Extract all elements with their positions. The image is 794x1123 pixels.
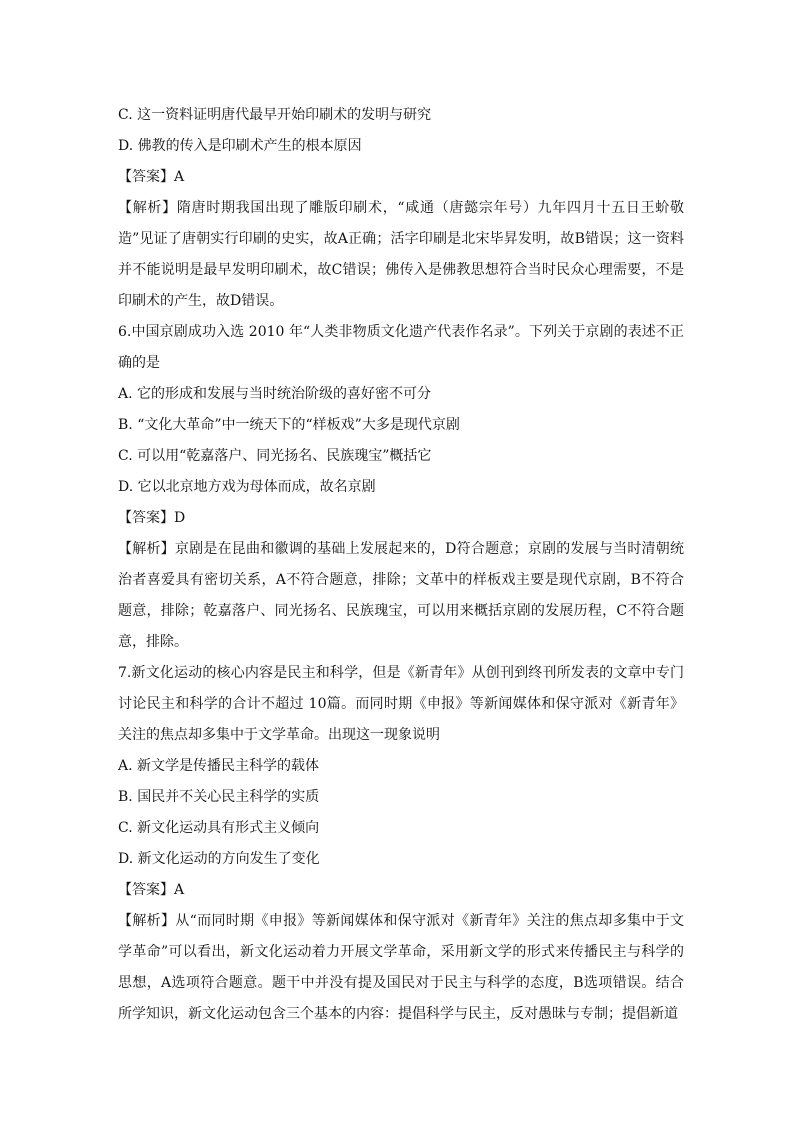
q6-analysis xyxy=(118,534,684,658)
q6-option-d: D. 它以北京地方戏为母体而成，故名京剧 xyxy=(118,479,376,495)
q5-analysis-label: 【解析】 xyxy=(118,200,177,216)
q5-analysis-text: 隋唐时期我国出现了雕版印刷术，“咸通（唐懿宗年号）九年四月十五日王蚧敬造”见证了唐朝实行印刷的史实，故A正确；活字印刷是北宋毕昇发明，故B错误；这一资料并不能说明是最早发明印刷术，故C错误；佛传入是佛教思想符合当时民众心理需要，不是印刷术的产生，故D错误。 xyxy=(118,200,685,309)
q6-option-a: A. 它的形成和发展与当时统治阶级的喜好密不可分 xyxy=(118,386,432,402)
q7-option-a: A. 新文学是传播民主科学的载体 xyxy=(118,758,320,774)
q5-option-c: C. 这一资料证明唐代最早开始印刷术的发明与研究 xyxy=(118,107,432,123)
q5-analysis xyxy=(118,193,684,317)
q6-stem: 6.中国京剧成功入选 2010 年“人类非物质文化遗产代表作名录”。下列关于京剧的表述不正确的是 xyxy=(118,324,684,371)
q6-analysis-label: 【解析】 xyxy=(118,541,175,557)
q7-answer: 【答案】A xyxy=(118,882,185,898)
page-content xyxy=(118,100,684,1030)
q7-analysis-text: 从“而同时期《申报》等新闻媒体和保守派对《新青年》关注的焦点却多集中于文学革命”可以看出，新文化运动着力开展文学革命，采用新文学的形式来传播民主与科学的思想，A选项符合题意。题干中并没有提及国民对于民主与科学的态度，B选项错误。结合所学知识，新文化运动包含三个基本的内容：提倡科学与民主，反对愚昧与专制；提倡新道 xyxy=(118,913,685,1022)
q6-analysis-text: 京剧是在昆曲和徽调的基础上发展起来的，D符合题意；京剧的发展与当时清朝统治者喜爱具有密切关系，A不符合题意，排除；文革中的样板戏主要是现代京剧，B不符合题意，排除；乾嘉落户、同光扬名、民族瑰宝，可以用来概括京剧的发展历程，C不符合题意，排除。 xyxy=(118,541,684,650)
q7-analysis-label: 【解析】 xyxy=(118,913,176,929)
q7-analysis xyxy=(118,906,684,1030)
q5-answer: 【答案】A xyxy=(118,169,185,185)
q7-option-c: C. 新文化运动具有形式主义倾向 xyxy=(118,820,320,836)
q7-option-d: D. 新文化运动的方向发生了变化 xyxy=(118,851,320,867)
q6-answer: 【答案】D xyxy=(118,510,186,526)
q6-option-c: C. 可以用“乾嘉落户、同光扬名、民族瑰宝”概括它 xyxy=(118,448,432,464)
q7-option-b: B. 国民并不关心民主科学的实质 xyxy=(118,789,320,805)
q7-stem: 7.新文化运动的核心内容是民主和科学，但是《新青年》从创刊到终刊所发表的文章中专门讨论民主和科学的合计不超过 10篇。而同时期《申报》等新闻媒体和保守派对《新青年》关注的焦点却多集中于文学革命。出现这一现象说明 xyxy=(118,665,684,743)
q5-option-d: D. 佛教的传入是印刷术产生的根本原因 xyxy=(118,138,362,154)
q6-option-b: B. “文化大革命”中一统天下的“样板戏”大多是现代京剧 xyxy=(118,417,460,433)
